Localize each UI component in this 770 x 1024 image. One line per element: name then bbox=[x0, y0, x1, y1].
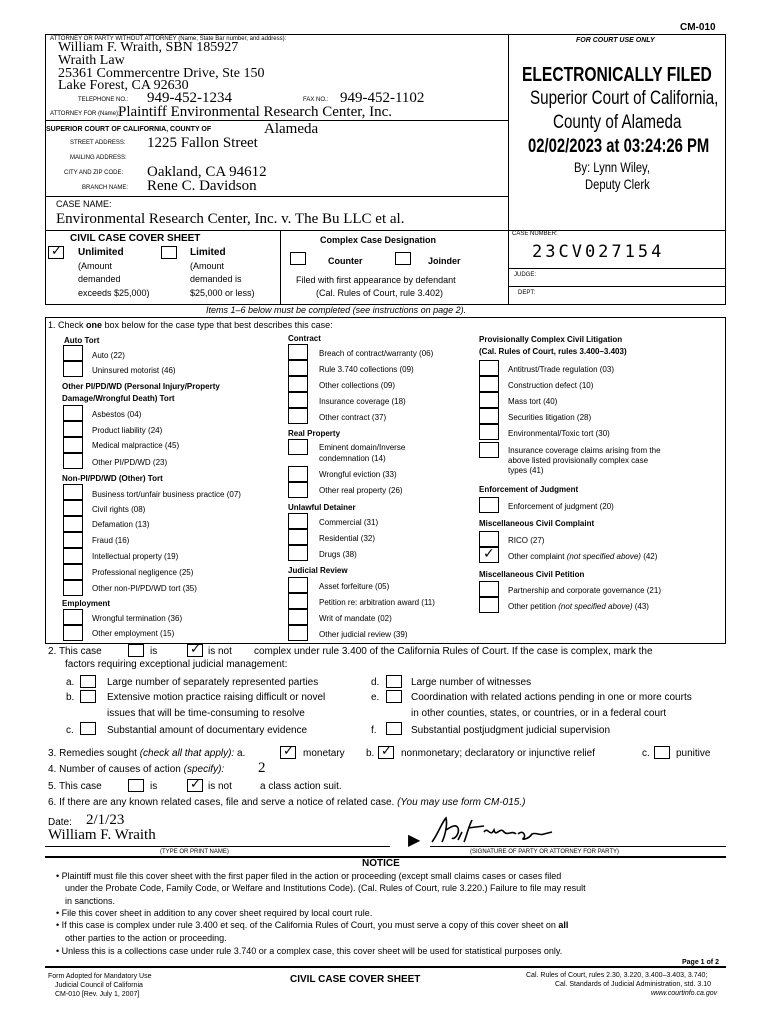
item2-e-label: e. bbox=[371, 692, 380, 703]
judge-label: JUDGE: bbox=[514, 272, 537, 278]
col2-insurance: Insurance coverage (18) bbox=[319, 397, 406, 406]
limited-sub2: demanded is bbox=[190, 274, 242, 284]
col3-rico: RICO (27) bbox=[508, 536, 545, 545]
cb-arbitration[interactable] bbox=[288, 593, 308, 609]
cb-breach[interactable] bbox=[288, 344, 308, 360]
item2-is-checkbox[interactable] bbox=[128, 644, 144, 657]
footer-website-link[interactable]: www.courtinfo.ca.gov bbox=[651, 990, 718, 997]
col3-ins-2: above listed provisionally complex case bbox=[508, 456, 649, 465]
col2-breach: Breach of contract/warranty (06) bbox=[319, 349, 434, 358]
col3-misc-complaint-h: Miscellaneous Civil Complaint bbox=[479, 519, 595, 528]
item3-b-label: b. bbox=[366, 748, 375, 759]
col1-employment-h: Employment bbox=[62, 599, 111, 608]
counter-label: Counter bbox=[328, 256, 363, 266]
printed-name: William F. Wraith bbox=[48, 827, 156, 843]
col1-other-pi: Other PI/PD/WD (23) bbox=[92, 458, 168, 467]
notice-bullet-3: • If this case is complex under rule 3.400 et seq. of the California Rules of Court, you must serve a copy of this cover sheet on all bbox=[56, 920, 569, 930]
cb-auto[interactable] bbox=[63, 345, 83, 361]
unlimited-checkbox[interactable]: ✓ bbox=[48, 246, 64, 259]
col1-uninsured: Uninsured motorist (46) bbox=[92, 366, 176, 375]
item5-isnot: is not bbox=[208, 781, 232, 792]
complex-title: Complex Case Designation bbox=[320, 235, 437, 245]
cb-uninsured[interactable] bbox=[63, 361, 83, 377]
nonmonetary-label: nonmonetary; declaratory or injunctive relief bbox=[401, 748, 595, 759]
stamp-datetime: 02/02/2023 at 03:24:26 PM bbox=[528, 136, 710, 157]
cover-title: CIVIL CASE COVER SHEET bbox=[70, 233, 201, 244]
unlimited-sub1: (Amount bbox=[78, 261, 113, 271]
cb-other-judicial[interactable] bbox=[288, 625, 308, 641]
notice-bullet-3b: other parties to the action or proceeding. bbox=[65, 933, 227, 943]
factor-f: Substantial postjudgment judicial supervision bbox=[411, 725, 611, 736]
col1-medical: Medical malpractice (45) bbox=[92, 441, 180, 450]
col3-mass-tort: Mass tort (40) bbox=[508, 397, 558, 406]
col2-other-real: Other real property (26) bbox=[319, 486, 403, 495]
col3-ins-3: types (41) bbox=[508, 466, 544, 475]
col2-commercial: Commercial (31) bbox=[319, 518, 379, 527]
handwritten-signature bbox=[428, 812, 558, 848]
fax-value: 949-452-1102 bbox=[340, 90, 425, 106]
col3-complex-h1: Provisionally Complex Civil Litigation bbox=[479, 335, 623, 344]
cb-other-contract[interactable] bbox=[288, 408, 308, 424]
notice-title: NOTICE bbox=[362, 858, 400, 869]
cb-eminent[interactable] bbox=[288, 439, 308, 455]
item2-label: 2. This case bbox=[48, 646, 102, 657]
col1-wrongful-term: Wrongful termination (36) bbox=[92, 614, 183, 623]
col2-contract-h: Contract bbox=[288, 334, 321, 343]
col3-complex-h2: (Cal. Rules of Court, rules 3.400–3.403) bbox=[479, 347, 627, 356]
court-branch: Rene C. Davidson bbox=[147, 178, 257, 194]
cb-commercial[interactable] bbox=[288, 513, 308, 529]
col2-eminent: Eminent domain/Inverse bbox=[319, 443, 406, 452]
col1-nonpi-h: Non-PI/PD/WD (Other) Tort bbox=[62, 474, 163, 483]
item2-a-label: a. bbox=[66, 677, 75, 688]
factor-b2: issues that will be time-consuming to resolve bbox=[107, 708, 305, 719]
telephone-value: 949-452-1234 bbox=[147, 90, 232, 106]
factor-e2: in other counties, states, or countries, or in a federal court bbox=[411, 708, 667, 719]
col1-prof-neg: Professional negligence (25) bbox=[92, 568, 194, 577]
cb-medical[interactable] bbox=[63, 437, 83, 453]
cb-construction[interactable] bbox=[479, 376, 499, 392]
col2-other-collections: Other collections (09) bbox=[319, 381, 396, 390]
item2-f-label: f. bbox=[371, 725, 377, 736]
attorney-firm: Wraith Law bbox=[58, 53, 125, 68]
factor-d: Large number of witnesses bbox=[411, 677, 532, 688]
type-name-label: (TYPE OR PRINT NAME) bbox=[160, 849, 229, 855]
limited-label: Limited bbox=[190, 247, 226, 258]
mailing-label: MAILING ADDRESS: bbox=[70, 155, 127, 161]
signature-label: (SIGNATURE OF PARTY OR ATTORNEY FOR PARTY) bbox=[470, 849, 620, 855]
limited-checkbox[interactable] bbox=[161, 246, 177, 259]
factor-a: Large number of separately represented parties bbox=[107, 677, 319, 688]
cb-other-petition[interactable] bbox=[479, 597, 499, 613]
factor-e-checkbox[interactable] bbox=[386, 690, 402, 703]
monetary-checkbox[interactable]: ✓ bbox=[280, 746, 296, 759]
case-number-label: CASE NUMBER: bbox=[512, 231, 558, 237]
counter-checkbox[interactable] bbox=[290, 252, 306, 265]
stamp-deputy: Deputy Clerk bbox=[585, 176, 650, 192]
item5-rest: a class action suit. bbox=[260, 781, 342, 792]
item4-label: 4. Number of causes of action (specify): bbox=[48, 764, 225, 775]
col1-product: Product liability (24) bbox=[92, 426, 163, 435]
page-number: Page 1 of 2 bbox=[682, 959, 719, 966]
cb-insurance[interactable] bbox=[288, 392, 308, 408]
notice-bullet-4: • Unless this is a collections case under rule 3.740 or a complex case, this cover sheet will be used for statistical purposes only. bbox=[56, 946, 563, 956]
joinder-label: Joinder bbox=[428, 256, 461, 266]
cb-insurance-complex[interactable] bbox=[479, 442, 499, 458]
monetary-label: monetary bbox=[303, 748, 345, 759]
stamp-clerk: By: Lynn Wiley, bbox=[574, 159, 650, 175]
item2-line2: factors requiring exceptional judicial management: bbox=[65, 659, 288, 670]
cb-product[interactable] bbox=[63, 421, 83, 437]
col2-residential: Residential (32) bbox=[319, 534, 376, 543]
factor-c: Substantial amount of documentary evidence bbox=[107, 725, 308, 736]
item2-is: is bbox=[150, 646, 158, 657]
court-use-label: FOR COURT USE ONLY bbox=[576, 37, 655, 44]
city-zip-label: CITY AND ZIP CODE: bbox=[64, 170, 124, 176]
branch-label: BRANCH NAME: bbox=[82, 185, 129, 191]
street-label: STREET ADDRESS: bbox=[70, 140, 126, 146]
footer-left2: Judicial Council of California bbox=[55, 982, 143, 989]
notice-bullet-1: • Plaintiff must file this cover sheet with the first paper filed in the action or proceeding (except small claims cases or cases filed bbox=[56, 871, 562, 881]
col2-rule3740: Rule 3.740 collections (09) bbox=[319, 365, 414, 374]
footer-left3: CM-010 [Rev. July 1, 2007] bbox=[55, 991, 140, 998]
cb-other-collections[interactable] bbox=[288, 376, 308, 392]
col3-antitrust: Antitrust/Trade regulation (03) bbox=[508, 365, 614, 374]
cb-asbestos[interactable] bbox=[63, 405, 83, 421]
factor-c-checkbox[interactable] bbox=[80, 722, 96, 735]
cb-residential[interactable] bbox=[288, 529, 308, 545]
item6-text: 6. If there are any known related cases, file and serve a notice of related case. (You may use form CM-015.) bbox=[48, 797, 526, 808]
attorney-street: 25361 Commercentre Drive, Ste 150 bbox=[58, 66, 265, 81]
unlimited-sub2: demanded bbox=[78, 274, 121, 284]
cb-civil-rights[interactable] bbox=[63, 500, 83, 516]
item5-label: 5. This case bbox=[48, 781, 102, 792]
notice-bullet-2: • File this cover sheet in addition to any cover sheet required by local court rule. bbox=[56, 908, 373, 918]
col1-other-tort: Other non-PI/PD/WD tort (35) bbox=[92, 584, 197, 593]
cb-eviction[interactable] bbox=[288, 466, 308, 482]
factor-b-checkbox[interactable] bbox=[80, 690, 96, 703]
col2-condemnation: condemnation (14) bbox=[319, 454, 386, 463]
col2-real-property-h: Real Property bbox=[288, 429, 341, 438]
cb-mass-tort[interactable] bbox=[479, 392, 499, 408]
col1-other-pi-h2: Damage/Wrongful Death) Tort bbox=[62, 394, 175, 403]
factor-b: Extensive motion practice raising difficult or novel bbox=[107, 692, 326, 703]
col2-judicial-h: Judicial Review bbox=[288, 566, 348, 575]
cb-defamation[interactable] bbox=[63, 516, 83, 532]
cb-securities[interactable] bbox=[479, 408, 499, 424]
cb-enforcement[interactable] bbox=[479, 497, 499, 513]
col2-asset: Asset forfeiture (05) bbox=[319, 582, 390, 591]
notice-bullet-1c: in sanctions. bbox=[65, 896, 116, 906]
nonmonetary-checkbox[interactable]: ✓ bbox=[378, 746, 394, 759]
cb-ip[interactable] bbox=[63, 548, 83, 564]
limited-sub3: $25,000 or less) bbox=[190, 288, 255, 298]
col2-unlawful-h: Unlawful Detainer bbox=[288, 503, 356, 512]
item2-rest: complex under rule 3.400 of the California Rules of Court. If the case is complex, mark the bbox=[254, 646, 653, 657]
factor-a-checkbox[interactable] bbox=[80, 675, 96, 688]
causes-count: 2 bbox=[258, 760, 266, 776]
attorney-for-label: ATTORNEY FOR (Name): bbox=[50, 111, 120, 117]
joinder-checkbox[interactable] bbox=[395, 252, 411, 265]
col3-environmental: Environmental/Toxic tort (30) bbox=[508, 429, 610, 438]
col2-other-contract: Other contract (37) bbox=[319, 413, 387, 422]
limited-sub1: (Amount bbox=[190, 261, 225, 271]
col2-eviction: Wrongful eviction (33) bbox=[319, 470, 397, 479]
stamp-electronically-filed: ELECTRONICALLY FILED bbox=[522, 64, 712, 86]
unlimited-sub3: exceeds $25,000) bbox=[78, 288, 150, 298]
cb-environmental[interactable] bbox=[479, 424, 499, 440]
col3-enforcement-h: Enforcement of Judgment bbox=[479, 485, 579, 494]
punitive-label: punitive bbox=[676, 748, 711, 759]
case-name: Environmental Research Center, Inc. v. The Bu LLC et al. bbox=[56, 211, 405, 227]
col1-ip: Intellectual property (19) bbox=[92, 552, 179, 561]
col3-ins-1: Insurance coverage claims arising from the bbox=[508, 446, 661, 455]
court-street: 1225 Fallon Street bbox=[147, 135, 258, 151]
footer-right1: Cal. Rules of Court, rules 2.30, 3.220, 3.400–3.403, 3.740; bbox=[526, 972, 708, 979]
item1-instruction: 1. Check one box below for the case type that best describes this case: bbox=[48, 320, 333, 330]
court-label: SUPERIOR COURT OF CALIFORNIA, COUNTY OF bbox=[46, 126, 212, 133]
stamp-county: County of Alameda bbox=[553, 112, 682, 133]
stamp-court: Superior Court of California, bbox=[530, 88, 719, 109]
factor-d-checkbox[interactable] bbox=[386, 675, 402, 688]
col1-other-pi-h1: Other PI/PD/WD (Personal Injury/Property bbox=[62, 382, 220, 391]
court-county: Alameda bbox=[264, 121, 319, 137]
col3-construction: Construction defect (10) bbox=[508, 381, 594, 390]
cb-writ[interactable] bbox=[288, 609, 308, 625]
case-name-label: CASE NAME: bbox=[56, 199, 112, 209]
item3-c-label: c. bbox=[642, 748, 650, 759]
footer-left1: Form Adopted for Mandatory Use bbox=[48, 973, 152, 980]
filed-line1: Filed with first appearance by defendant bbox=[296, 275, 456, 285]
cb-business[interactable] bbox=[63, 484, 83, 500]
header-divider bbox=[508, 34, 509, 305]
col3-other-petition: Other petition (not specified above) (43) bbox=[508, 602, 649, 611]
attorney-name: William F. Wraith, SBN 185927 bbox=[58, 40, 239, 55]
col2-drugs: Drugs (38) bbox=[319, 550, 357, 559]
col1-other-emp: Other employment (15) bbox=[92, 629, 175, 638]
item2-d-label: d. bbox=[371, 677, 380, 688]
col1-fraud: Fraud (16) bbox=[92, 536, 130, 545]
col1-auto: Auto (22) bbox=[92, 351, 125, 360]
col2-arbitration: Petition re: arbitration award (11) bbox=[319, 598, 435, 607]
attorney-label: ATTORNEY OR PARTY WITHOUT ATTORNEY (Name, State Bar number, and address): bbox=[50, 36, 287, 42]
col2-writ: Writ of mandate (02) bbox=[319, 614, 392, 623]
factor-e: Coordination with related actions pending in one or more courts bbox=[411, 692, 692, 703]
col3-misc-petition-h: Miscellaneous Civil Petition bbox=[479, 570, 585, 579]
cb-rule3740[interactable] bbox=[288, 360, 308, 376]
cb-fraud[interactable] bbox=[63, 532, 83, 548]
form-number: CM-010 bbox=[680, 22, 716, 33]
item2-isnot-checkbox[interactable]: ✓ bbox=[187, 644, 203, 657]
cb-partnership[interactable] bbox=[479, 581, 499, 597]
col2-other-judicial: Other judicial review (39) bbox=[319, 630, 408, 639]
col1-auto-tort: Auto Tort bbox=[64, 336, 100, 345]
cb-rico[interactable] bbox=[479, 531, 499, 547]
footer-right2: Cal. Standards of Judicial Administration, std. 3.10 bbox=[555, 981, 712, 988]
col1-business: Business tort/unfair business practice (07) bbox=[92, 490, 241, 499]
col1-civil-rights: Civil rights (08) bbox=[92, 505, 146, 514]
cb-drugs[interactable] bbox=[288, 545, 308, 561]
cb-asset[interactable] bbox=[288, 577, 308, 593]
cb-wrongful-term[interactable] bbox=[63, 609, 83, 625]
col3-partnership: Partnership and corporate governance (21) bbox=[508, 586, 661, 595]
item3-label: 3. Remedies sought (check all that apply): a. bbox=[48, 748, 246, 759]
attorney-city: Lake Forest, CA 92630 bbox=[58, 78, 189, 93]
cb-other-emp[interactable] bbox=[63, 625, 83, 641]
col3-enforcement: Enforcement of judgment (20) bbox=[508, 502, 614, 511]
col3-securities: Securities litigation (28) bbox=[508, 413, 592, 422]
col1-defamation: Defamation (13) bbox=[92, 520, 150, 529]
telephone-label: TELEPHONE NO.: bbox=[78, 97, 129, 103]
signature-arrow-icon: ▶ bbox=[408, 832, 421, 849]
cb-other-pi[interactable] bbox=[63, 453, 83, 469]
filed-line2: (Cal. Rules of Court, rule 3.402) bbox=[316, 288, 444, 298]
fax-label: FAX NO.: bbox=[303, 97, 329, 103]
class-is-checkbox[interactable] bbox=[128, 779, 144, 792]
col1-asbestos: Asbestos (04) bbox=[92, 410, 142, 419]
dept-label: DEPT: bbox=[518, 290, 536, 296]
factor-f-checkbox[interactable] bbox=[386, 722, 402, 735]
notice-bullet-1b: under the Probate Code, Family Code, or Welfare and Institutions Code). (Cal. Rules of Court, rule 3.220.) Failure to file may result bbox=[65, 883, 586, 893]
attorney-for-value: Plaintiff Environmental Research Center, Inc. bbox=[118, 104, 393, 120]
item2-isnot: is not bbox=[208, 646, 232, 657]
cb-other-complaint[interactable]: ✓ bbox=[479, 547, 499, 563]
items-note: Items 1–6 below must be completed (see instructions on page 2). bbox=[206, 305, 467, 315]
item2-c-label: c. bbox=[66, 725, 74, 736]
cb-prof-neg[interactable] bbox=[63, 564, 83, 580]
punitive-checkbox[interactable] bbox=[654, 746, 670, 759]
court-city: Oakland, CA 94612 bbox=[147, 164, 267, 180]
class-isnot-checkbox[interactable]: ✓ bbox=[187, 779, 203, 792]
item5-is: is bbox=[150, 781, 158, 792]
unlimited-label: Unlimited bbox=[78, 247, 124, 258]
cb-other-tort[interactable] bbox=[63, 580, 83, 596]
date-value: 2/1/23 bbox=[86, 812, 125, 828]
date-label: Date: bbox=[48, 817, 72, 828]
cb-other-real[interactable] bbox=[288, 482, 308, 498]
col3-other-complaint: Other complaint (not specified above) (42) bbox=[508, 552, 658, 561]
item2-b-label: b. bbox=[66, 692, 75, 703]
footer-title: CIVIL CASE COVER SHEET bbox=[290, 974, 421, 985]
case-number: 23CV027154 bbox=[532, 242, 665, 262]
cb-antitrust[interactable] bbox=[479, 360, 499, 376]
